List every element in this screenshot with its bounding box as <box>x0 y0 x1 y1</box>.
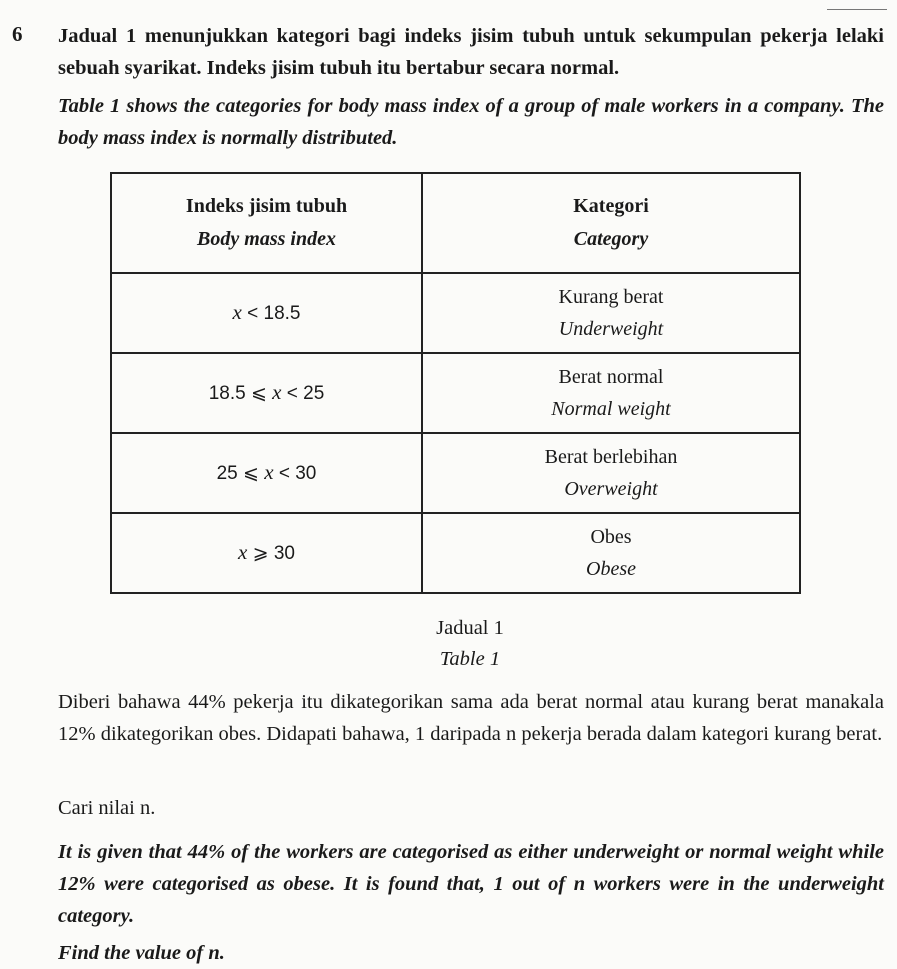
operator: < <box>286 383 298 404</box>
intro-malay: Jadual 1 menunjukkan kategori bagi indeks jisim tubuh untuk sekumpulan pekerja lelaki sebuah syarikat. Indeks jisim tubuh itu bertabur secara normal. <box>58 25 884 79</box>
variable-x: x <box>264 460 274 484</box>
table-caption-en: Table 1 <box>439 648 501 670</box>
operator: ⩽ <box>250 383 267 404</box>
table-header-row <box>111 173 800 273</box>
header-bmi-ms: Indeks jisim tubuh <box>185 195 348 217</box>
header-category-en: Category <box>573 228 649 250</box>
bmi-range <box>111 433 422 513</box>
variable-x: x <box>272 380 282 404</box>
category-ms: Kurang berat <box>558 286 664 308</box>
category-ms: Obes <box>590 526 632 548</box>
category-en: Obese <box>586 558 636 580</box>
category-cell <box>422 433 800 513</box>
intro-english: Table 1 shows the categories for body mass index of a group of male workers in a company. The body mass index is normally distributed. <box>58 95 884 149</box>
category-en: Underweight <box>558 318 664 340</box>
operator: < <box>278 463 290 484</box>
table-row <box>111 273 800 353</box>
header-bmi-en: Body mass index <box>197 228 336 250</box>
given-english: It is given that 44% of the workers are categorised as either underweight or normal weight while 12% were categorised as obese. It is found that, 1 out of n workers were in the underweight category. <box>58 841 884 927</box>
operator: ⩾ <box>252 543 269 564</box>
question-number: 6 <box>12 22 23 46</box>
given-malay: Diberi bahawa 44% pekerja itu dikategorikan sama ada berat normal atau kurang berat manakala 12% dikategorikan obes. Didapati bahawa, 1 daripada n pekerja berada dalam kategori kurang berat. <box>58 691 884 745</box>
bound-lower: 18.5 <box>208 383 246 404</box>
header-category <box>422 173 800 273</box>
top-right-mark <box>827 0 887 10</box>
category-ms: Berat normal <box>558 366 664 388</box>
category-en: Overweight <box>564 478 658 500</box>
table-caption-ms: Jadual 1 <box>436 617 504 639</box>
table-row <box>111 353 800 433</box>
bound-lower: 25 <box>216 463 238 484</box>
variable-x: x <box>232 300 242 324</box>
bmi-range <box>111 273 422 353</box>
bound-upper: 25 <box>303 383 325 404</box>
variable-x: x <box>238 540 248 564</box>
bound-lower: 30 <box>273 543 295 564</box>
category-cell <box>422 353 800 433</box>
category-en: Normal weight <box>551 398 671 420</box>
bmi-category-table <box>110 172 801 594</box>
category-cell <box>422 273 800 353</box>
bmi-range <box>111 353 422 433</box>
operator: < <box>247 303 259 324</box>
bound-upper: 30 <box>295 463 317 484</box>
bmi-range <box>111 513 422 593</box>
task-malay: Cari nilai n. <box>58 797 156 819</box>
table-row <box>111 433 800 513</box>
header-bmi <box>111 173 422 273</box>
table-row <box>111 513 800 593</box>
task-english: Find the value of n. <box>58 942 225 964</box>
bound-upper: 18.5 <box>263 303 301 324</box>
header-category-ms: Kategori <box>573 195 649 217</box>
category-cell <box>422 513 800 593</box>
category-ms: Berat berlebihan <box>544 446 678 468</box>
operator: ⩽ <box>243 463 259 484</box>
